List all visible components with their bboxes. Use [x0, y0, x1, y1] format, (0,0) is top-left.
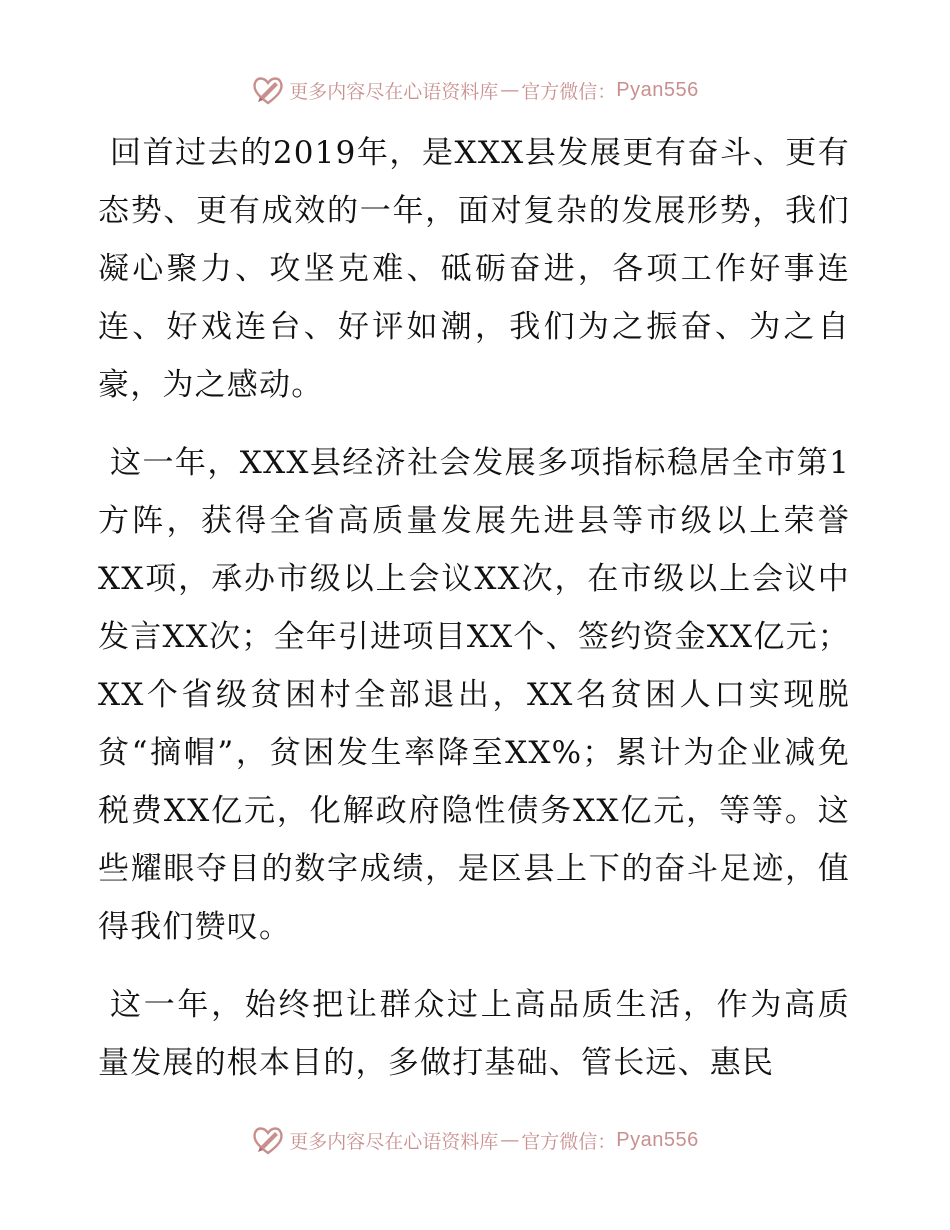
watermark-account: Pyan556: [616, 1128, 699, 1151]
watermark-separator: —: [500, 79, 520, 101]
watermark-account: Pyan556: [616, 78, 699, 101]
header-watermark: [0, 70, 950, 110]
watermark-official-label: 官方微信：: [521, 80, 617, 103]
paragraph-2: 这一年，XXX县经济社会发展多项指标稳居全市第1方阵，获得全省高质量发展先进县等市级以上荣誉XX项，承办市级以上会议XX次，在市级以上会议中发言XX次；全年引进项目XX个、签约资金XX亿元；XX个省级贫困村全部退出，XX名贫困人口实现脱贫“摘帽”，贫困发生率降至XX%；累计为企业减免税费XX亿元，化解政府隐性债务XX亿元，等等。这些耀眼夺目的数字成绩，是区县上下的奋斗足迹，值得我们赞叹。: [98, 445, 850, 945]
paragraph-3: 这一年，始终把让群众过上高品质生活，作为高质量发展的根本目的，多做打基础、管长远、惠民: [98, 987, 850, 1081]
body-text: [98, 124, 850, 1112]
watermark-brand-text: 更多内容尽在心语资料库: [289, 80, 499, 103]
heart-pen-logo-icon: [251, 73, 285, 107]
footer-watermark: [0, 1120, 950, 1160]
watermark-brand-text: 更多内容尽在心语资料库: [289, 1130, 499, 1153]
paragraph-1: 回首过去的2019年，是XXX县发展更有奋斗、更有态势、更有成效的一年，面对复杂的发展形势，我们凝心聚力、攻坚克难、砥砺奋进，各项工作好事连连、好戏连台、好评如潮，我们为之振奋、为之自豪，为之感动。: [98, 135, 850, 403]
watermark-separator: —: [500, 1129, 520, 1151]
heart-pen-logo-icon: [251, 1123, 285, 1157]
watermark-official-label: 官方微信：: [521, 1130, 617, 1153]
